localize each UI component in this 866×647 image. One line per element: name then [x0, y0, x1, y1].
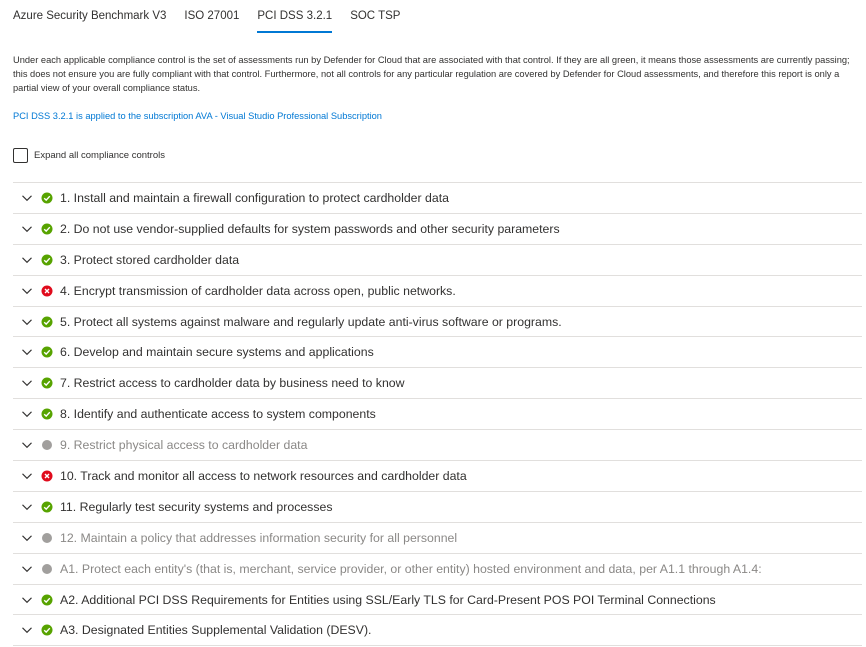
expand-all-label: Expand all compliance controls [34, 150, 165, 161]
compliance-control-row[interactable] [13, 554, 862, 585]
error-circle-icon [41, 285, 53, 297]
check-circle-icon [41, 501, 53, 513]
compliance-controls-list [13, 182, 862, 646]
compliance-control-row[interactable] [13, 337, 862, 368]
chevron-down-icon[interactable] [21, 316, 33, 328]
compliance-control-row[interactable] [13, 430, 862, 461]
compliance-control-row[interactable] [13, 214, 862, 245]
compliance-control-row[interactable] [13, 183, 862, 214]
check-circle-icon [41, 408, 53, 420]
compliance-control-row[interactable] [13, 245, 862, 276]
chevron-down-icon[interactable] [21, 563, 33, 575]
chevron-down-icon[interactable] [21, 254, 33, 266]
compliance-control-row[interactable] [13, 461, 862, 492]
compliance-control-label: A1. Protect each entity's (that is, merchant, service provider, or other entity) hosted environment and data, per A1.1 through A1.4: [60, 561, 762, 576]
compliance-control-row[interactable] [13, 523, 862, 554]
compliance-control-label: 7. Restrict access to cardholder data by business need to know [60, 376, 405, 391]
chevron-down-icon[interactable] [21, 223, 33, 235]
chevron-down-icon[interactable] [21, 346, 33, 358]
chevron-down-icon[interactable] [21, 532, 33, 544]
compliance-description: Under each applicable compliance control is the set of assessments run by Defender for Cloud that are associated with that control. If they are all green, it means those assessments are currently passing; this does not ensure you are fully compliant with that control. Furthermore, not all controls for any particular regulation are covered by Defender for Cloud assessments, and therefore this report is only a partial view of your overall compliance status. [13, 55, 850, 93]
compliance-control-row[interactable] [13, 368, 862, 399]
compliance-control-label: 3. Protect stored cardholder data [60, 252, 240, 267]
compliance-control-label: 10. Track and monitor all access to network resources and cardholder data [60, 468, 467, 483]
chevron-down-icon[interactable] [21, 501, 33, 513]
chevron-down-icon[interactable] [21, 624, 33, 636]
chevron-down-icon[interactable] [21, 439, 33, 451]
compliance-control-row[interactable] [13, 276, 862, 307]
check-circle-icon [41, 624, 53, 636]
tab-pci-dss[interactable]: PCI DSS 3.2.1 [257, 0, 332, 35]
check-circle-icon [41, 594, 53, 606]
compliance-control-label: 11. Regularly test security systems and processes [60, 499, 333, 514]
compliance-control-label: 6. Develop and maintain secure systems and applications [60, 345, 374, 360]
compliance-control-label: 5. Protect all systems against malware and regularly update anti-virus software or programs. [60, 314, 562, 329]
unavailable-circle-icon [41, 563, 53, 575]
tab-iso-27001[interactable]: ISO 27001 [184, 10, 240, 22]
unavailable-circle-icon [41, 439, 53, 451]
check-circle-icon [41, 254, 53, 266]
compliance-control-row[interactable] [13, 615, 862, 646]
compliance-control-label: 8. Identify and authenticate access to system components [60, 407, 376, 422]
expand-all-row [13, 148, 165, 163]
compliance-control-label: A2. Additional PCI DSS Requirements for Entities using SSL/Early TLS for Card-Present POS POI Terminal Connections [60, 592, 716, 607]
chevron-down-icon[interactable] [21, 377, 33, 389]
check-circle-icon [41, 316, 53, 328]
compliance-control-row[interactable] [13, 585, 862, 616]
check-circle-icon [41, 192, 53, 204]
check-circle-icon [41, 223, 53, 235]
compliance-control-row[interactable] [13, 492, 862, 523]
applied-subscription-link[interactable]: PCI DSS 3.2.1 is applied to the subscription AVA - Visual Studio Professional Subscription [13, 111, 382, 121]
check-circle-icon [41, 377, 53, 389]
chevron-down-icon[interactable] [21, 285, 33, 297]
tab-azure-security-benchmark[interactable]: Azure Security Benchmark V3 [13, 10, 167, 22]
compliance-control-label: 12. Maintain a policy that addresses information security for all personnel [60, 530, 458, 545]
compliance-control-label: 4. Encrypt transmission of cardholder data across open, public networks. [60, 283, 456, 298]
chevron-down-icon[interactable] [21, 594, 33, 606]
chevron-down-icon[interactable] [21, 408, 33, 420]
check-circle-icon [41, 346, 53, 358]
compliance-control-label: 1. Install and maintain a firewall configuration to protect cardholder data [60, 190, 449, 205]
error-circle-icon [41, 470, 53, 482]
compliance-control-label: 9. Restrict physical access to cardholder data [60, 438, 308, 453]
compliance-control-row[interactable] [13, 399, 862, 430]
chevron-down-icon[interactable] [21, 470, 33, 482]
compliance-control-label: 2. Do not use vendor-supplied defaults for system passwords and other security parameters [60, 221, 560, 236]
chevron-down-icon[interactable] [21, 192, 33, 204]
tab-soc-tsp[interactable]: SOC TSP [350, 10, 401, 22]
compliance-control-row[interactable] [13, 307, 862, 338]
unavailable-circle-icon [41, 532, 53, 544]
expand-all-checkbox[interactable] [13, 148, 28, 163]
standards-tabs [13, 0, 418, 35]
compliance-control-label: A3. Designated Entities Supplemental Validation (DESV). [60, 623, 372, 638]
